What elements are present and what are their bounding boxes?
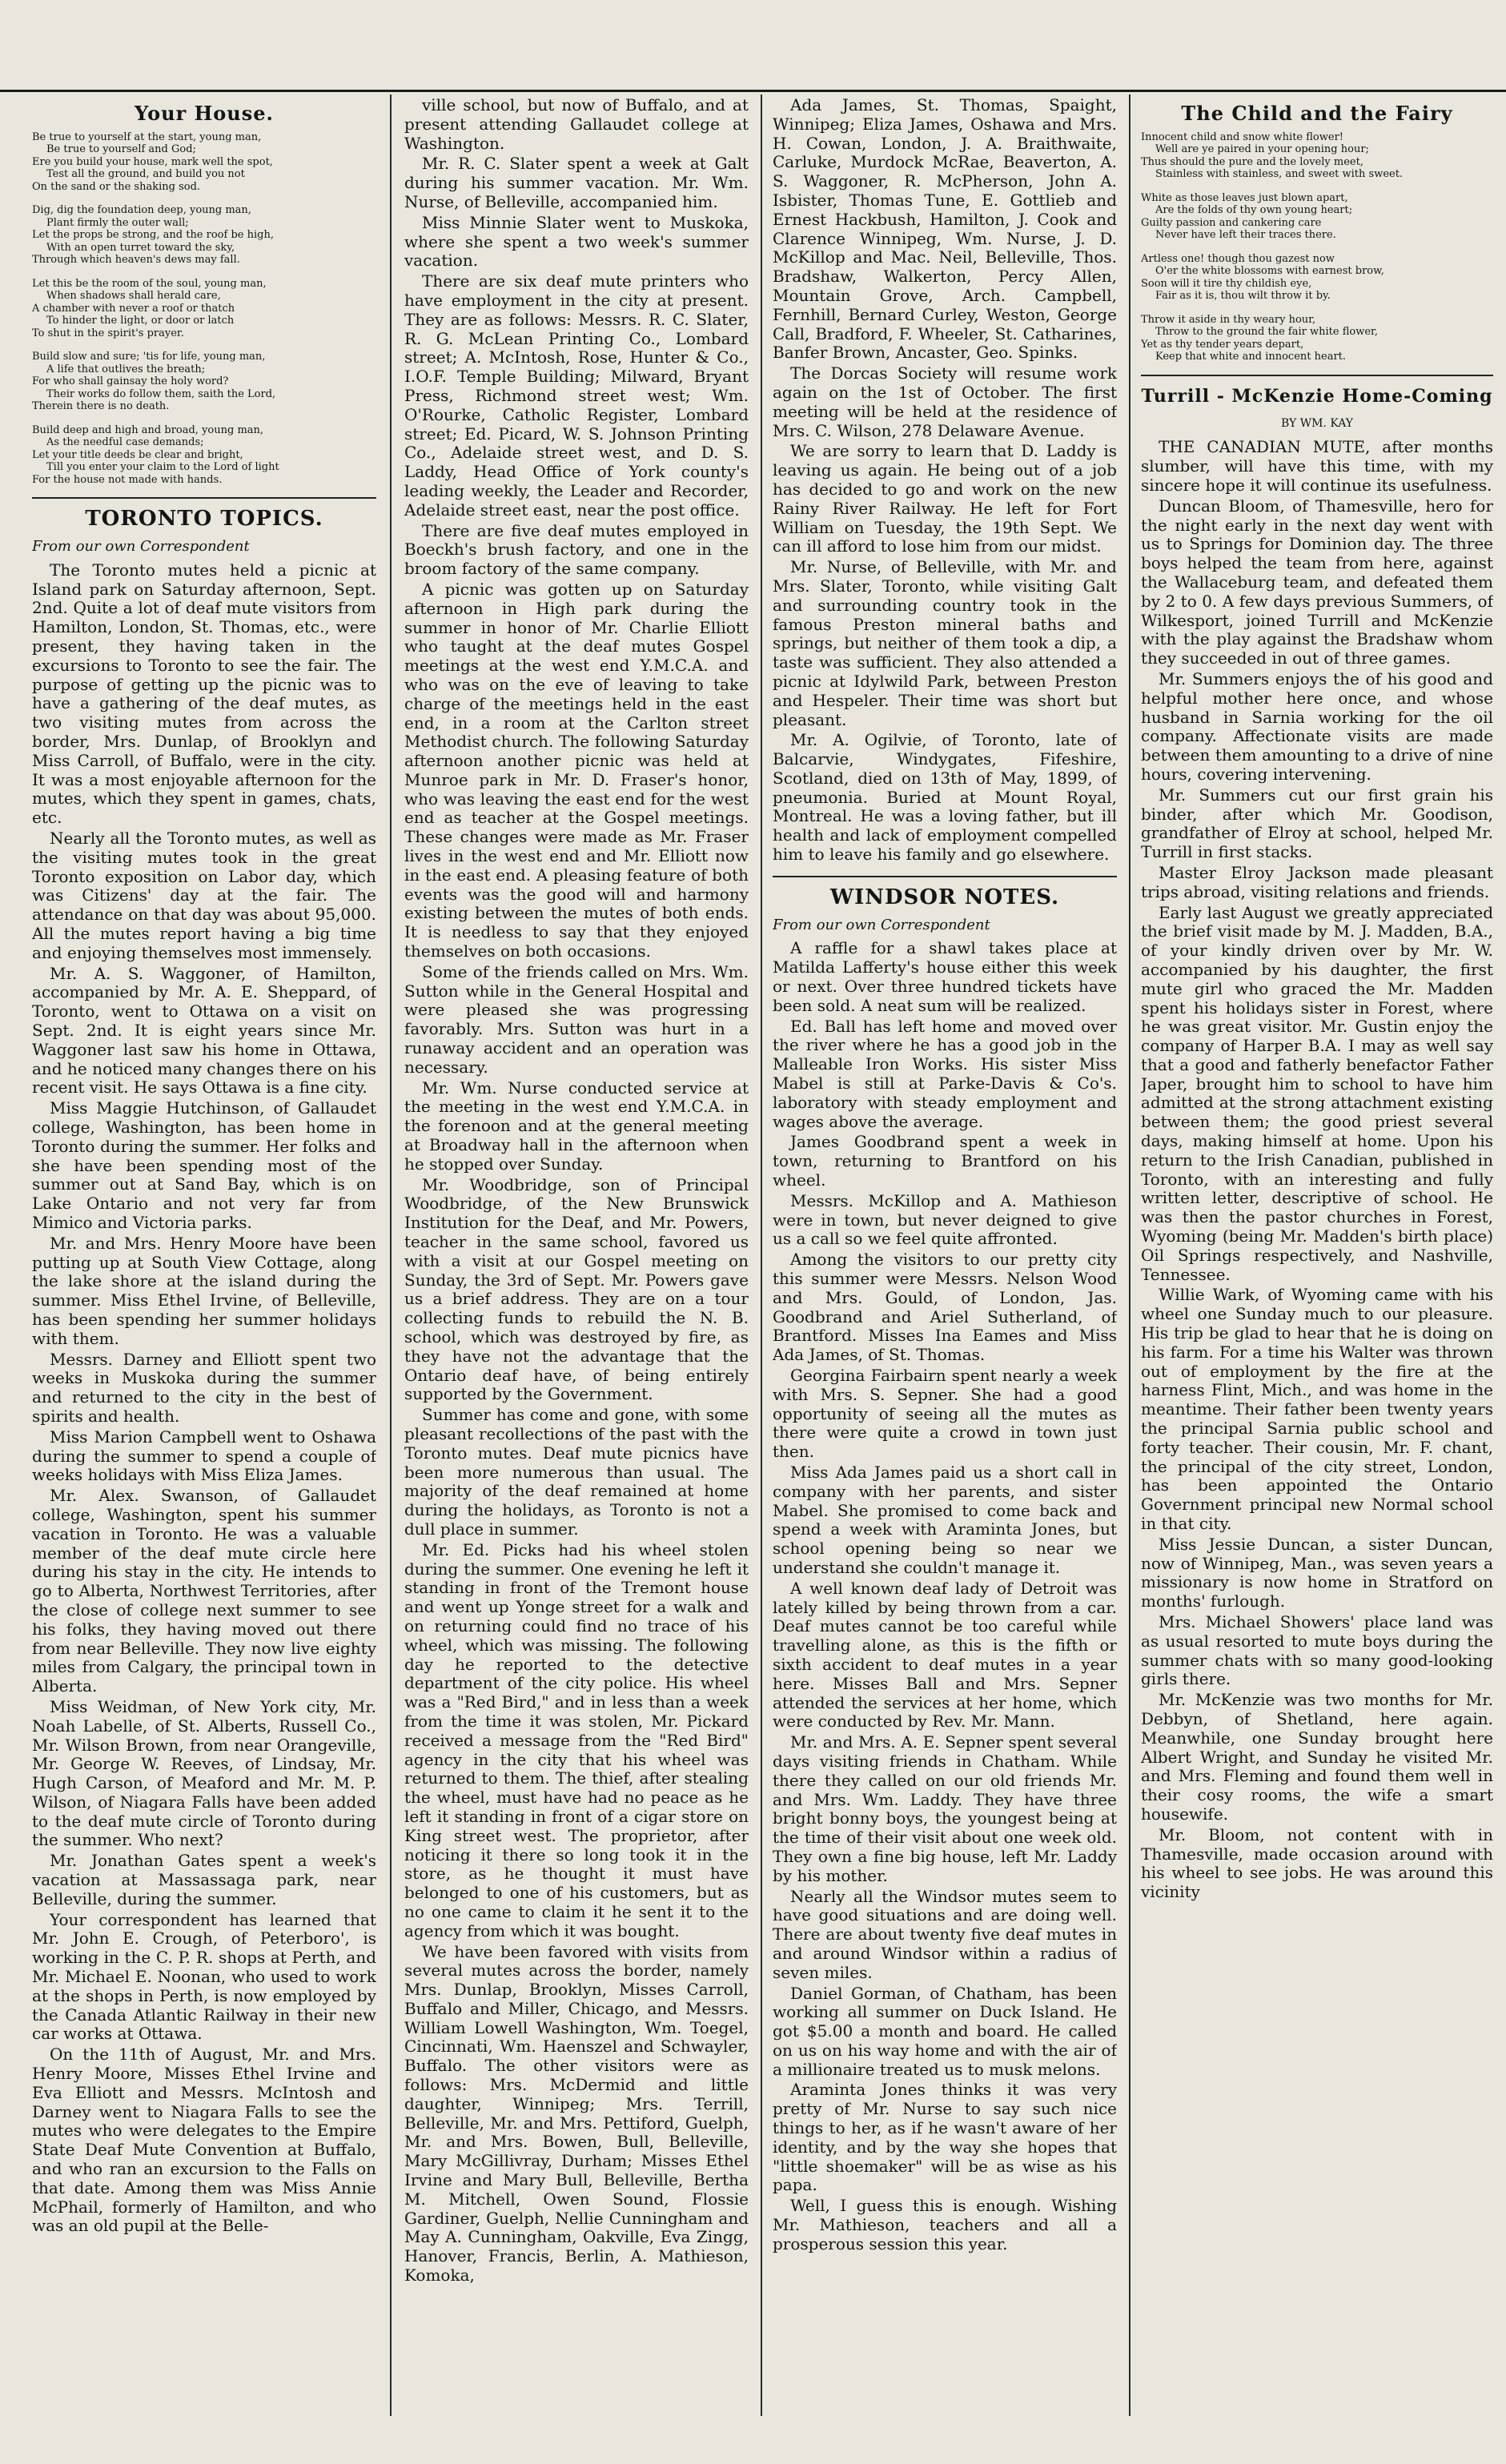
paragraph: Mr. Jonathan Gates spent a week's vacation at Massassaga park, near Belleville, during the summer.: [32, 1851, 376, 1908]
paragraph: Georgina Fairbairn spent nearly a week with Mrs. S. Sepner. She had a good opportunity of seeing all the mutes as there were quite a crowd in town just then.: [773, 1366, 1117, 1462]
article-body: [1141, 438, 1493, 1902]
paragraph: The Toronto mutes held a picnic at Island park on Saturday afternoon, Sept. 2nd. Quite a lot of deaf mute visitors from Hamilton, London, St. Thomas, etc., were present, they having taken in the excursions to Toronto to see the fair. The purpose of getting up the picnic was to have a gathering of the deaf mutes, as two visiting mutes from across the border, Mrs. Dunlap, of Brooklyn and Miss Carroll, of Buffalo, were in the city. It was a most enjoyable afternoon for the mutes, which they spent in games, chats, etc.: [32, 560, 376, 828]
paragraph: Miss Weidman, of New York city, Mr. Noah Labelle, of St. Alberts, Russell Co., Mr. Wilson Brown, from near Orangeville, Mr. George W. Reeves, of Lindsay, Mr. Hugh Carson, of Meaford and Mr. M. P. Wilson, of Niagara Falls have been added to the deaf mute circle of Toronto during the summer. Who next?: [32, 1696, 376, 1850]
poem-line: Stainless with stainless, and sweet with sweet.: [1155, 168, 1404, 181]
poem-line: Let the props be strong, and the roof be high,: [32, 229, 274, 242]
paragraph: Master Elroy Jackson made pleasant trips abroad, visiting relations and friends.: [1141, 862, 1493, 901]
paragraph: Mr. A. Ogilvie, of Toronto, late of Balcarvie, Windygates, Fifeshire, Scotland, died on 13th of May, 1899, of pneumonia. Buried at Mount Royal, Montreal. He was a loving father, but ill health and lack of employment compelled him to leave his family and go elsewhere.: [773, 730, 1117, 865]
paragraph: Early last August we greatly appreciated the brief visit made by M. J. Madden, B.A., of your kindly driven over by Mr. W. accompanied by his daughter, the first mute girl who graced the Mr. Madden spent his holidays sister in Forest, where he was great visitor. Mr. Gustin enjoy the company of Harper B.A. I may as well say that a good and fatherly benefactor Father Japer, brought him to school to have him admitted at the strong attachment existing between them; the good priest several days, making himself at home. Upon his return to the Irish Canadian, published in Toronto, with an interesting and fully written letter, descriptive of school. He was then the pastor churches in Forest, Wyoming (being Mr. Madden's birth place) Oil Springs respectively, and Nashville, Tennessee.: [1141, 902, 1493, 1284]
paragraph: Nearly all the Toronto mutes, as well as the visiting mutes took in the great Toronto exposition on Labor day, which was Citizens' day at the fair. The attendance on that day was about 95,000. All the mutes report having a big time and enjoying themselves most immensely.: [32, 829, 376, 962]
paragraph: A raffle for a shawl takes place at Matilda Lafferty's house either this week or next. Over three hundred tickets have been sold. A neat sum will be realized.: [773, 938, 1117, 1015]
poem-line: Their works do follow them, saith the Lord,: [46, 387, 276, 400]
stanza: [1141, 131, 1493, 181]
paragraph: Willie Wark, of Wyoming came with his wheel one Sunday much to our pleasure. His trip be glad to hear that he is doing on his farm. For a time his Walter was thrown out of employment by the fire at the harness Flint, Mich., and was home in the meantime. Their father been twenty years the principal Sarnia public school and forty teacher. Their cousin, Mr. F. chant, the principal of the city street, London, has been appointed the Ontario Government principal new Normal school in that city.: [1141, 1285, 1493, 1534]
paragraph: Well, I guess this is enough. Wishing Mr. Mathieson, teachers and all a prosperous session this year.: [773, 2196, 1117, 2253]
paragraph: Miss Marion Campbell went to Oshawa during the summer to spend a couple of weeks holidays with Miss Eliza James.: [32, 1427, 376, 1485]
poem-line: Be true to yourself and God;: [46, 143, 196, 156]
paragraph: Mr. Nurse, of Belleville, with Mr. and Mrs. Slater, Toronto, while visiting Galt and surrounding country took in the famous Preston mineral baths and springs, but neither of them took a dip, a taste was sufficient. They also attended a picnic at Idylwild Park, between Preston and Hespeler. Their time was short but pleasant.: [773, 557, 1117, 729]
paragraph: Miss Minnie Slater went to Muskoka, where she spent a two week's summer vacation.: [404, 212, 749, 271]
paragraph: We are sorry to learn that D. Laddy is leaving us again. He being out of a job has decided to go and work on the new Rainy River Railway. He left for Fort William on Tuesday, the 19th Sept. We can ill afford to lose him from our midst.: [773, 441, 1117, 556]
paragraph: Ed. Ball has left home and moved over the river where he has a good job in the Malleable Iron Works. His sister Miss Mabel is still at Parke-Davis & Co's. laboratory with steady employment and wages above the average.: [773, 1016, 1117, 1131]
poem-line: Keep that white and innocent heart.: [1155, 351, 1347, 363]
poem-line: Soon will it tire thy childish eye,: [1141, 277, 1312, 290]
column-1: [32, 96, 376, 2432]
section-title: Turrill - McKenzie Home-Coming: [1141, 385, 1493, 407]
paragraph: Some of the friends called on Mrs. Wm. Sutton while in the General Hospital and were pleased she was progressing favorably. Mrs. Sutton was hurt in a runaway accident and an operation was necessary.: [404, 961, 749, 1077]
paragraph: Mr. Alex. Swanson, of Gallaudet college, Washington, spent his summer vacation in Toronto. He was a valuable member of the deaf mute circle here during his stay in the city. He intends to go to Alberta, Northwest Territories, after the close of college next summer to see his folks, they having moved out there from near Belleville. They now live eighty miles from Calgary, the principal town in Alberta.: [32, 1486, 376, 1696]
paragraph: Mr. Woodbridge, son of Principal Woodbridge, of the New Brunswick Institution for the Deaf, and Mr. Powers, teacher in the same school, favored us with a visit at our Gospel meeting on Sunday, the 3rd of Sept. Mr. Powers gave us a brief address. They are on a tour collecting funds to rebuild the N. B. school, which was destroyed by fire, as they have not the advantage that the Ontario deaf have, of being entirely supported by the Government.: [404, 1174, 749, 1404]
poem-line: On the sand or the shaking sod.: [32, 180, 201, 193]
poem-line: Till you enter your claim to the Lord of light: [46, 461, 279, 474]
poem-line: As the needful case demands;: [46, 436, 204, 449]
stanza: [1141, 253, 1493, 303]
stanza: [1141, 192, 1493, 242]
stanza: [32, 278, 376, 340]
poem-line: Artless one! though thou gazest now: [1141, 252, 1335, 265]
stanza: [32, 131, 376, 194]
column-rule: [1129, 94, 1131, 2416]
paragraph: Mr. and Mrs. Henry Moore have been putting up at South View Cottage, along the lake shore at the island during the summer. Miss Ethel Irvine, of Belleville, has been spending her summer holidays with them.: [32, 1233, 376, 1348]
paragraph: Mr. Ed. Picks had his wheel stolen during the summer. One evening he left it standing in front of the Tremont house and went up Yonge street for a walk and on returning could find no trace of his wheel, which was missing. The following day he reported to the detective department of the city police. His wheel was a "Red Bird," and in less than a week from the time it was stolen, Mr. Pickard received a message from the "Red Bird" agency in the city that his wheel was returned to them. The thief, after stealing the wheel, must have had no peace as he left it standing in front of a cigar store on King street west. The proprietor, after noticing it there so long took it in the store, as he thought it must have belonged to one of his customers, but as no one came to claim it he sent it to the agency from which it was bought.: [404, 1539, 749, 1940]
poem-line: Innocent child and snow white flower!: [1141, 130, 1344, 143]
poem-line: To hinder the light, or door or latch: [46, 315, 235, 327]
divider: [32, 497, 376, 499]
poem-line: Throw it aside in thy weary hour,: [1141, 313, 1316, 326]
column-rule: [390, 94, 392, 2416]
poem-line: Test all the ground, and build you not: [46, 168, 245, 181]
poem-line: A life that outlives the breath;: [46, 363, 206, 375]
poem-line: O'er the white blossoms with earnest brow,: [1155, 265, 1384, 278]
paragraph: Daniel Gorman, of Chatham, has been working all summer on Duck Island. He got $5.00 a month and board. He called on us on his way home and with the air of a millionaire treated us to musk melons.: [773, 1983, 1117, 2079]
poem-title: The Child and the Fairy: [1181, 102, 1453, 125]
paragraph: Mr. Wm. Nurse conducted service at the meeting in the west end Y.M.C.A. in the forenoon and at the general meeting at Broadway hall in the afternoon when he stopped over Sunday.: [404, 1077, 749, 1174]
paragraph: Mr. Summers cut our first grain his binder, after which Mr. Goodison, grandfather of Elroy at school, helped Mr. Turrill in first stacks.: [1141, 785, 1493, 862]
article-body: [404, 96, 749, 2285]
paragraph: Mr. McKenzie was two months for Mr. Debbyn, of Shetland, here again. Meanwhile, one Sunday brought here Albert Wright, and Sunday he visited Mr. and Mrs. Fleming and found them well in their cosy rooms, the wife a smart housewife.: [1141, 1690, 1493, 1824]
article-body: [773, 939, 1117, 2253]
poem-line: Yet as thy tender years depart,: [1141, 338, 1304, 351]
poem: [32, 131, 376, 487]
poem-line: For who shall gainsay the holy word?: [32, 375, 229, 388]
paragraph: Summer has come and gone, with some pleasant recollections of the past with the Toronto mutes. Deaf mute picnics have been more numerous than usual. The majority of the deaf remained at home during the holidays, as Toronto is not a dull place in summer.: [404, 1405, 749, 1539]
stanza: [1141, 314, 1493, 363]
divider: [773, 876, 1117, 877]
paragraph: Mrs. Michael Showers' place land was as usual resorted to mute boys during the summer chats with so many good-looking girls there.: [1141, 1612, 1493, 1689]
divider: [1141, 375, 1493, 376]
paragraph: We have been favored with visits from several mutes across the border, namely Mrs. Dunlap, Brooklyn, Misses Carroll, Buffalo and Miller, Chicago, and Messrs. William Lowell Washington, Wm. Toegel, Cincinnati, Wm. Haenszel and Schwayler, Buffalo. The other visitors were as follows: Mrs. McDermid and little daughter, Winnipeg; Mrs. Terrill, Belleville, Mr. and Mrs. Pettiford, Guelph, Mr. and Mrs. Bowen, Bull, Belleville, Mary McGillivray, Durham; Misses Ethel Irvine and Mary Bull, Belleville, Bertha M. Mitchell, Owen Sound, Flossie Gardiner, Guelph, Nellie Cunningham and May A. Cunningham, Oakville, Eva Zingg, Hanover, Francis, Berlin, A. Mathieson, Komoka,: [404, 1941, 749, 2285]
paragraph: Messrs. Darney and Elliott spent two weeks in Muskoka during the summer and returned to the city in the best of spirits and health.: [32, 1349, 376, 1426]
poem-line: Dig, dig the foundation deep, young man,: [32, 204, 251, 217]
stanza: [32, 351, 376, 413]
poem-line: Build slow and sure; 'tis for life, young man,: [32, 351, 266, 363]
paragraph: Mr. Bloom, not content with in Thamesville, made occasion around with his wheel to see jobs. He was around this vicinity: [1141, 1824, 1493, 1902]
column-4: [1141, 96, 1493, 2432]
poem-line: Build deep and high and broad, young man,: [32, 423, 264, 436]
poem-title: Your House.: [135, 102, 274, 125]
paragraph: Araminta Jones thinks it was very pretty of Mr. Nurse to say such nice things to her, as if he wasn't aware of her identity, and by the way she hopes that "little shoemaker" will be as wise as his papa.: [773, 2080, 1117, 2195]
poem-line: Through which heaven's dews may fall.: [32, 254, 240, 267]
paragraph: On the 11th of August, Mr. and Mrs. Henry Moore, Misses Ethel Irvine and Eva Elliott and Messrs. McIntosh and Darney went to Niagara Falls to see the mutes who were delegates to the Empire State Deaf Mute Convention at Buffalo, and who ran an excursion to the Falls on that date. Among them was Miss Annie McPhail, formerly of Hamilton, and who was an old pupil at the Belle-: [32, 2045, 376, 2236]
paragraph: James Goodbrand spent a week in town, returning to Brantford on his wheel.: [773, 1132, 1117, 1190]
poem-line: Throw to the ground the fair white flower,: [1155, 326, 1378, 339]
column-rule: [761, 94, 762, 2416]
poem-line: Never have left their traces there.: [1155, 229, 1336, 242]
article-body: [773, 96, 1117, 865]
paragraph: Miss Jessie Duncan, a sister Duncan, now of Winnipeg, Man., was seven years a missionary is now home in Stratford on months' furlough.: [1141, 1534, 1493, 1611]
article-body: [32, 561, 376, 2236]
column-2: [404, 96, 749, 2432]
paragraph: Mr. Summers enjoys the of his good and helpful mother here once, and whose husband in Sarnia working for the oil company. Affectionate visits are made between them amounting to a drive of nine hours, covering intervening.: [1141, 668, 1493, 784]
paragraph: A well known deaf lady of Detroit was lately killed by being thrown from a car. Deaf mutes cannot be too careful while travelling alone, as this is the fifth or sixth accident to deaf mutes in a year here. Misses Ball and Mrs. Sepner attended the services at her home, which were conducted by Rev. Mr. Mann.: [773, 1578, 1117, 1732]
poem-line: Are the folds of thy own young heart;: [1155, 204, 1353, 217]
poem-line: Ere you build your house, mark well the spot,: [32, 155, 273, 168]
byline: From our own Correspondent: [773, 916, 990, 933]
section-title: WINDSOR NOTES.: [829, 885, 1060, 909]
paragraph: There are five deaf mutes employed in Boeckh's brush factory, and one in the broom factory of the same company.: [404, 520, 749, 579]
poem-line: When shadows shall herald care,: [46, 290, 221, 303]
poem-line: Fair as it is, thou wilt throw it by.: [1155, 290, 1331, 303]
poem-line: Plant firmly the outer wall;: [46, 216, 189, 229]
poem-line: For the house not made with hands.: [32, 473, 223, 486]
paragraph: Your correspondent has learned that Mr. John E. Crough, of Peterboro', is working in the C. P. R. shops at Perth, and Mr. Michael E. Noonan, who used to work at the shops in Perth, is now employed by the Canada Atlantic Railway in their new car works at Ottawa.: [32, 1909, 376, 2044]
poem-line: To shut in the spirit's prayer.: [32, 327, 184, 339]
poem-line: White as those leaves just blown apart,: [1141, 191, 1348, 204]
poem-line: With an open turret toward the sky,: [46, 241, 235, 254]
paragraph: Miss Ada James paid us a short call in company with her parents, and sister Mabel. She promised to come back and spend a week with Araminta Jones, but school opening being so near we understand she couldn't manage it.: [773, 1462, 1117, 1577]
poem-line: Guilty passion and cankering care: [1141, 216, 1322, 229]
byline: BY WM. KAY: [1280, 416, 1354, 430]
poem-line: Let this be the room of the soul, young man,: [32, 277, 267, 290]
paragraph: Ada James, St. Thomas, Spaight, Winnipeg; Eliza James, Oshawa and Mrs. H. Cowan, London, J. A. Braithwaite, Carluke, Murdock McRae, Beaverton, A. S. Waggoner, R. McPherson, John A. Isbister, Thomas Tune, E. Gottlieb and Ernest Hackbush, Hamilton, J. Cook and Clarence Winnipeg, Wm. Nurse, J. D. McKillop and Mac. Neil, Belleville, Thos. Bradshaw, Walkerton, Percy Allen, Mountain Grove, Arch. Campbell, Fernhill, Bernard Curley, Weston, George Call, Bradford, F. Wheeler, St. Catharines, Banfer Brown, Ancaster, Geo. Spinks.: [773, 96, 1117, 363]
stanza: [32, 424, 376, 487]
paragraph: Mr. R. C. Slater spent a week at Galt during his summer vacation. Mr. Wm. Nurse, of Belleville, accompanied him.: [404, 154, 749, 211]
poem: [1141, 131, 1493, 363]
poem-line: Be true to yourself at the start, young man,: [32, 130, 262, 143]
stanza: [32, 204, 376, 267]
poem-line: Thus should the pure and the lovely meet,: [1141, 155, 1363, 168]
paragraph: Mr. A. S. Waggoner, of Hamilton, accompanied by Mr. A. E. Sheppard, of Toronto, went to Ottawa on a visit on Sept. 2nd. It is eight years since Mr. Waggoner last saw his home in Ottawa, and he noticed many changes there on his recent visit. He says Ottawa is a fine city.: [32, 963, 376, 1098]
byline: From our own Correspondent: [32, 538, 250, 556]
poem-line: Therein there is no death.: [32, 400, 170, 413]
paragraph: ville school, but now of Buffalo, and at present attending Gallaudet college at Washington.: [404, 96, 749, 153]
poem-line: A chamber with never a roof or thatch: [32, 302, 235, 315]
paragraph: Messrs. McKillop and A. Mathieson were in town, but never deigned to give us a call so we feel quite affronted.: [773, 1190, 1117, 1249]
paragraph: Mr. and Mrs. A. E. Sepner spent several days visiting friends in Chatham. While there they called on our old friends Mr. and Mrs. Wm. Laddy. They have three bright bonny boys, the youngest being at the time of their visit about one week old. They own a fine big house, left Mr. Laddy by his mother.: [773, 1732, 1117, 1885]
paragraph: The Dorcas Society will resume work again on the 1st of October. The first meeting will be held at the residence of Mrs. C. Wilson, 278 Delaware Avenue.: [773, 363, 1117, 440]
paragraph: Among the visitors to our pretty city this summer were Messrs. Nelson Wood and Mrs. Gould, of London, Jas. Goodbrand and Ariel Sutherland, of Brantford. Misses Ina Eames and Miss Ada James, of St. Thomas.: [773, 1250, 1117, 1365]
paragraph: Nearly all the Windsor mutes seem to have good situations and are doing well. There are about twenty five deaf mutes in and around Windsor within a radius of seven miles.: [773, 1886, 1117, 1982]
paragraph: A picnic was gotten up on Saturday afternoon in High park during the summer in honor of Mr. Charlie Elliott who taught at the deaf mutes Gospel meetings at the west end Y.M.C.A. and who was on the eve of leaving to take charge of the meetings held in the east end, in a room at the Carlton street Methodist church. The following Saturday afternoon another picnic was held at Munroe park in Mr. D. Fraser's honor, who was leaving the east end for the west end as teacher at the Gospel meetings. These changes were made as Mr. Fraser lives in the west end and Mr. Elliott now in the east end. A pleasing feature of both events was the good will and harmony existing between the mutes of both ends. It is needless to say that they enjoyed themselves on both occasions.: [404, 579, 749, 961]
poem-line: Let your title deeds be clear and bright,: [32, 448, 243, 461]
paragraph: THE CANADIAN MUTE, after months slumber, will have this time, with my sincere hope it will continue its usefulness.: [1141, 437, 1493, 495]
paragraph: There are six deaf mute printers who have employment in the city at present. They are as follows: Messrs. R. C. Slater, R. G. McLean Printing Co., Lombard street; A. McIntosh, Rose, Hunter & Co., I.O.F. Temple Building; Milward, Bryant Press, Richmond street west; Wm. O'Rourke, Catholic Register, Lombard street; Ed. Picard, W. S. Johnson Printing Co., Adelaide street west, and D. S. Laddy, Head Office of York county's leading weekly, the Leader and Recorder, Adelaide street east, near the post office.: [404, 271, 749, 520]
section-title: TORONTO TOPICS.: [85, 507, 323, 532]
poem-line: Well are ye paired in your opening hour;: [1155, 143, 1369, 156]
paragraph: Duncan Bloom, of Thamesville, hero for the night early in the next day went with us to Springs for Dominion day. The three boys helped the team from here, against the Wallaceburg team, and defeated them by 2 to 0. A few days previous Summers, of Wilkesport, joined Turrill and McKenzie with the play against the Bradshaw whom they succeeded in out of three games.: [1141, 496, 1493, 668]
paragraph: Miss Maggie Hutchinson, of Gallaudet college, Washington, has been home in Toronto during the summer. Her folks and she have been spending most of the summer out at Sand Bay, which is on Lake Ontario and not very far from Mimico and Victoria parks.: [32, 1098, 376, 1232]
top-rule: [0, 90, 1506, 92]
column-3: [773, 96, 1117, 2432]
